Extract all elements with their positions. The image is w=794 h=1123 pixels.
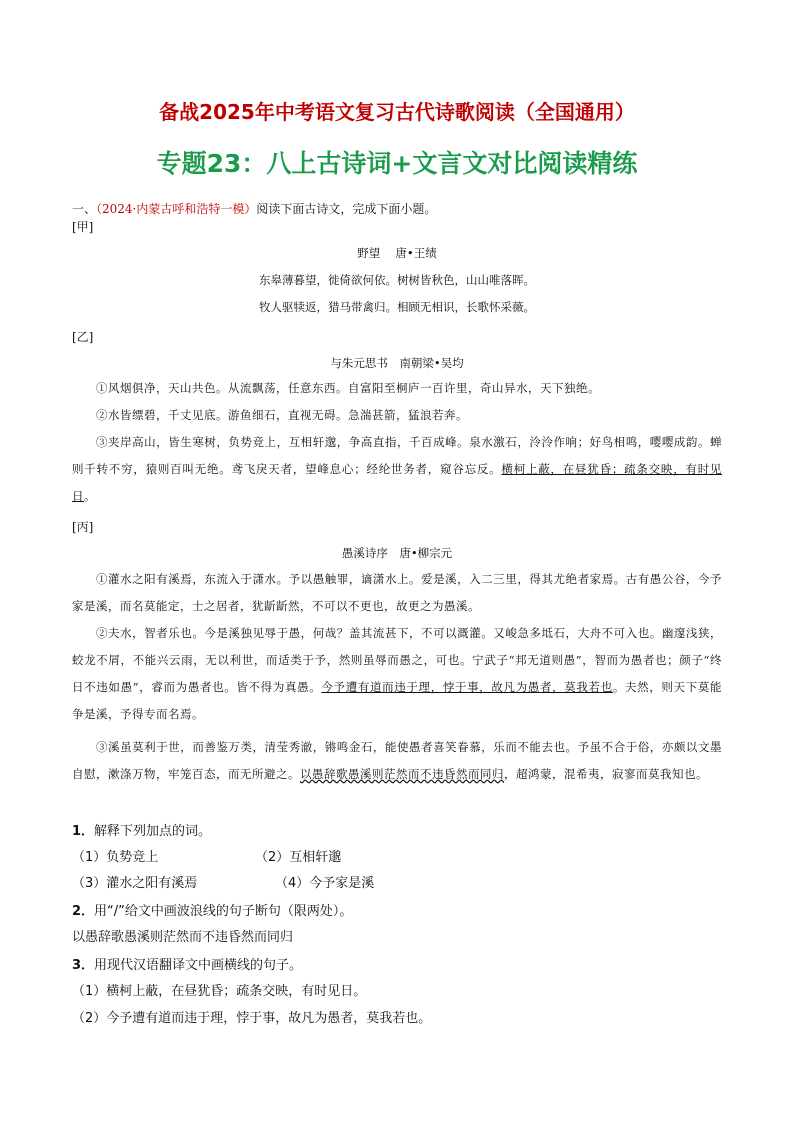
question-3 [72,954,302,973]
poem-line-1: 东皋薄暮望，徙倚欲何依。树树皆秋色，山山唯落晖。 [259,273,535,287]
bing-paragraph-1: ①灌水之阳有溪焉，东流入于潇水。予以愚触罪，谪潇水上。爱是溪，入二三里，得其尤绝者家焉。古有愚公谷，今予家是溪，而名莫能定，士之居者，犹龂龂然，不可以不更也，故更之为愚溪。 [72,572,722,613]
q1-item-3: （3）灌水之阳有溪焉 [72,876,198,891]
question-2-number: 2． [72,904,95,919]
yi-paragraph-1: ①风烟俱净，天山共色。从流飘荡，任意东西。自富阳至桐庐一百许里，奇山异水，天下独绝。 [96,381,600,395]
section-tag-jia: [甲] [72,220,94,234]
q3-item-1: （1）横柯上蔽，在昼犹昏；疏条交映，有时见日。 [72,984,367,999]
yi-p3-end: 。 [84,489,96,503]
q1-item-2: （2）互相轩邈 [255,850,342,865]
poem-line-2: 牧人驱犊返，猎马带禽归。相顾无相识，长歌怀采薇。 [259,300,535,314]
yi-p3-underlined: 横柯上蔽，在昼犹昏；疏条交映，有时见日 [72,462,722,503]
document-subtitle: 专题23：八上古诗词+文言文对比阅读精练 [156,149,638,178]
question-source: （2024·内蒙古呼和浩特一模） [96,202,257,216]
section-tag-yi: [乙] [72,330,94,344]
question-1-text: 解释下列加点的词。 [94,824,212,839]
question-3-text: 用现代汉语翻译文中画横线的句子。 [94,958,303,973]
bing-p2-text: ②夫水，智者乐也。今是溪独见辱于愚，何哉？盖其流甚下，不可以溉灌。又峻急多坻石，大舟不可入也。幽邃浅狭，蛟龙不屑，不能兴云雨，无以利世，而适类于予，然则虽辱而愚之，可也。宁武子“邦无道则愚”，智而为愚者也；颜子“终日不违如愚”，睿而为愚者也。皆不得为真愚。 [72,626,722,694]
bing-p3-end: ，超鸿蒙，混希夷，寂寥而莫我知也。 [504,767,708,781]
bing-p3-wavy: 以愚辞歌愚溪则茫然而不违昏然而同归 [300,767,504,781]
question-2-text: 用“/”给文中画波浪线的句子断句（限两处）。 [94,904,353,919]
bing-p2-underlined: 今予遭有道而违于理，悖于事，故凡为愚者，莫我若也 [321,680,613,694]
yi-paragraph-3 [72,429,722,510]
question-prefix: 一、 [72,202,97,216]
q3-item-2: （2）今予遭有道而违于理，悖于事，故凡为愚者，莫我若也。 [72,1011,432,1026]
bing-paragraph-2 [72,620,722,728]
text-title-bing: 愚溪诗序 唐•柳宗元 [341,546,453,560]
text-title-yi: 与朱元思书 南朝梁•吴均 [330,356,464,370]
yi-p3-text: ③夹岸高山，皆生寒树，负势竞上，互相轩邈，争高直指，千百成峰。泉水激石，泠泠作响；好鸟相鸣，嘤嘤成韵。蝉则千转不穷，猿则百叫无绝。鸢飞戾天者，望峰息心；经纶世务者，窥谷忘反。 [72,435,722,476]
bing-p2-end: 。夫然，则天下莫能争是溪，予得专而名焉。 [72,680,723,721]
bing-paragraph-3 [72,734,722,788]
question-2 [72,900,352,919]
question-3-number: 3． [72,958,95,973]
q1-item-4: （4）今予家是溪 [275,876,375,891]
question-intro [72,200,436,217]
section-tag-bing: [丙] [72,520,94,534]
question-1-number: 1． [72,824,95,839]
document-title: 备战2025年中考语文复习古代诗歌阅读（全国通用） [159,100,635,124]
question-instruction: 阅读下面古诗文，完成下面小题。 [256,202,437,216]
yi-paragraph-2: ②水皆缥碧，千丈见底。游鱼细石，直视无碍。急湍甚箭，猛浪若奔。 [96,408,468,422]
question-2-sentence: 以愚辞歌愚溪则茫然而不违昏然而同归 [72,930,294,945]
question-1 [72,820,211,839]
poem-title-jia: 野望 唐•王绩 [357,246,437,260]
bing-p3-text: ③溪虽莫利于世，而善鉴万类，清莹秀澈，锵鸣金石，能使愚者喜笑眷慕，乐而不能去也。予虽不合于俗，亦颇以文墨自慰，漱涤万物，牢笼百态，而无所避之。 [72,740,722,781]
q1-item-1: （1）负势竞上 [72,850,159,865]
